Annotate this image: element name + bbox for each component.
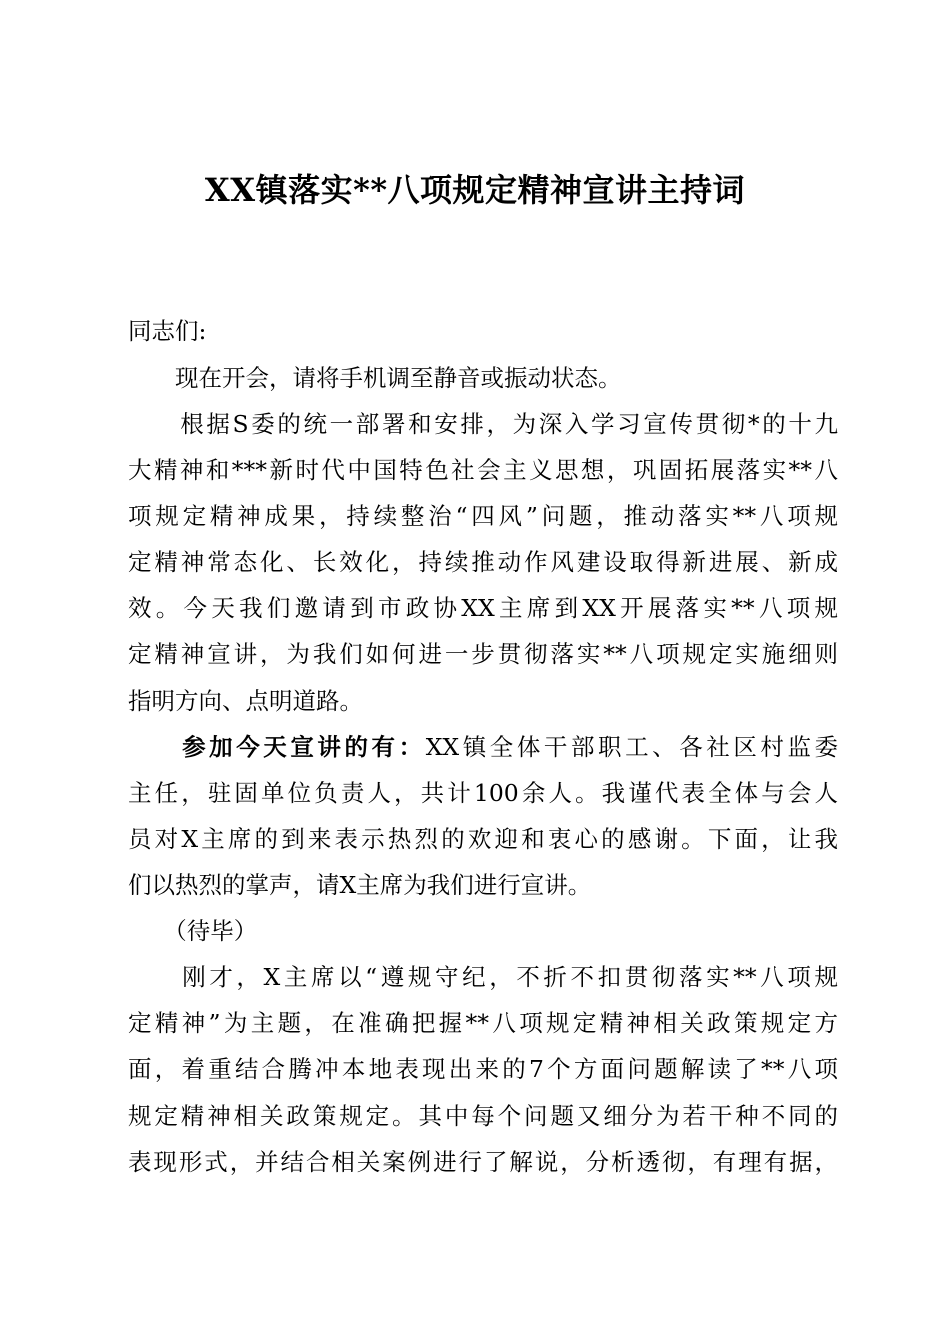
paragraph-line: 项规定精神成果，持续整治“四风”问题，推动落实**八项规 [128, 502, 838, 530]
paragraph-line: 们以热烈的掌声，请X主席为我们进行宣讲。 [128, 871, 592, 899]
paragraph-line: 根据S委的统一部署和安排，为深入学习宣传贯彻*的十九 [128, 410, 838, 438]
paragraph-line: 规定精神相关政策规定。其中每个问题又细分为若干种不同的 [128, 1102, 838, 1130]
paragraph-line: 主任，驻固单位负责人，共计100余人。我谨代表全体与会人 [128, 779, 838, 807]
bold-lead: 参加今天宣讲的有： [128, 733, 426, 761]
paragraph-line [128, 732, 838, 762]
paragraph-line: 大精神和***新时代中国特色社会主义思想，巩固拓展落实**八 [128, 456, 838, 484]
paragraph-line: 面，着重结合腾冲本地表现出来的7个方面问题解读了**八项 [128, 1055, 838, 1083]
paragraph-line: 定精神常态化、长效化，持续推动作风建设取得新进展、新成 [128, 548, 838, 576]
paragraph-line: 员对X主席的到来表示热烈的欢迎和衷心的感谢。下面，让我 [128, 825, 838, 853]
paragraph-line: 效。今天我们邀请到市政协XX主席到XX开展落实**八项规 [128, 594, 838, 622]
paragraph-line: （待毕） [128, 917, 258, 945]
paragraph-line: 指明方向、点明道路。 [128, 687, 363, 715]
paragraph-line: 定精神”为主题，在准确把握**八项规定精神相关政策规定方 [128, 1009, 838, 1037]
document-title: XX镇落实**八项规定精神宣讲主持词 [204, 171, 746, 209]
paragraph-text: XX镇全体干部职工、各社区村监委 [425, 733, 839, 761]
salutation: 同志们: [128, 317, 207, 345]
paragraph-line: 表现形式，并结合相关案例进行了解说，分析透彻，有理有据， [128, 1148, 838, 1176]
paragraph-line: 定精神宣讲，为我们如何进一步贯彻落实**八项规定实施细则 [128, 640, 838, 668]
paragraph-line: 现在开会，请将手机调至静音或振动状态。 [128, 364, 622, 392]
paragraph-line: 刚才，X主席以“遵规守纪，不折不扣贯彻落实**八项规 [128, 963, 838, 991]
